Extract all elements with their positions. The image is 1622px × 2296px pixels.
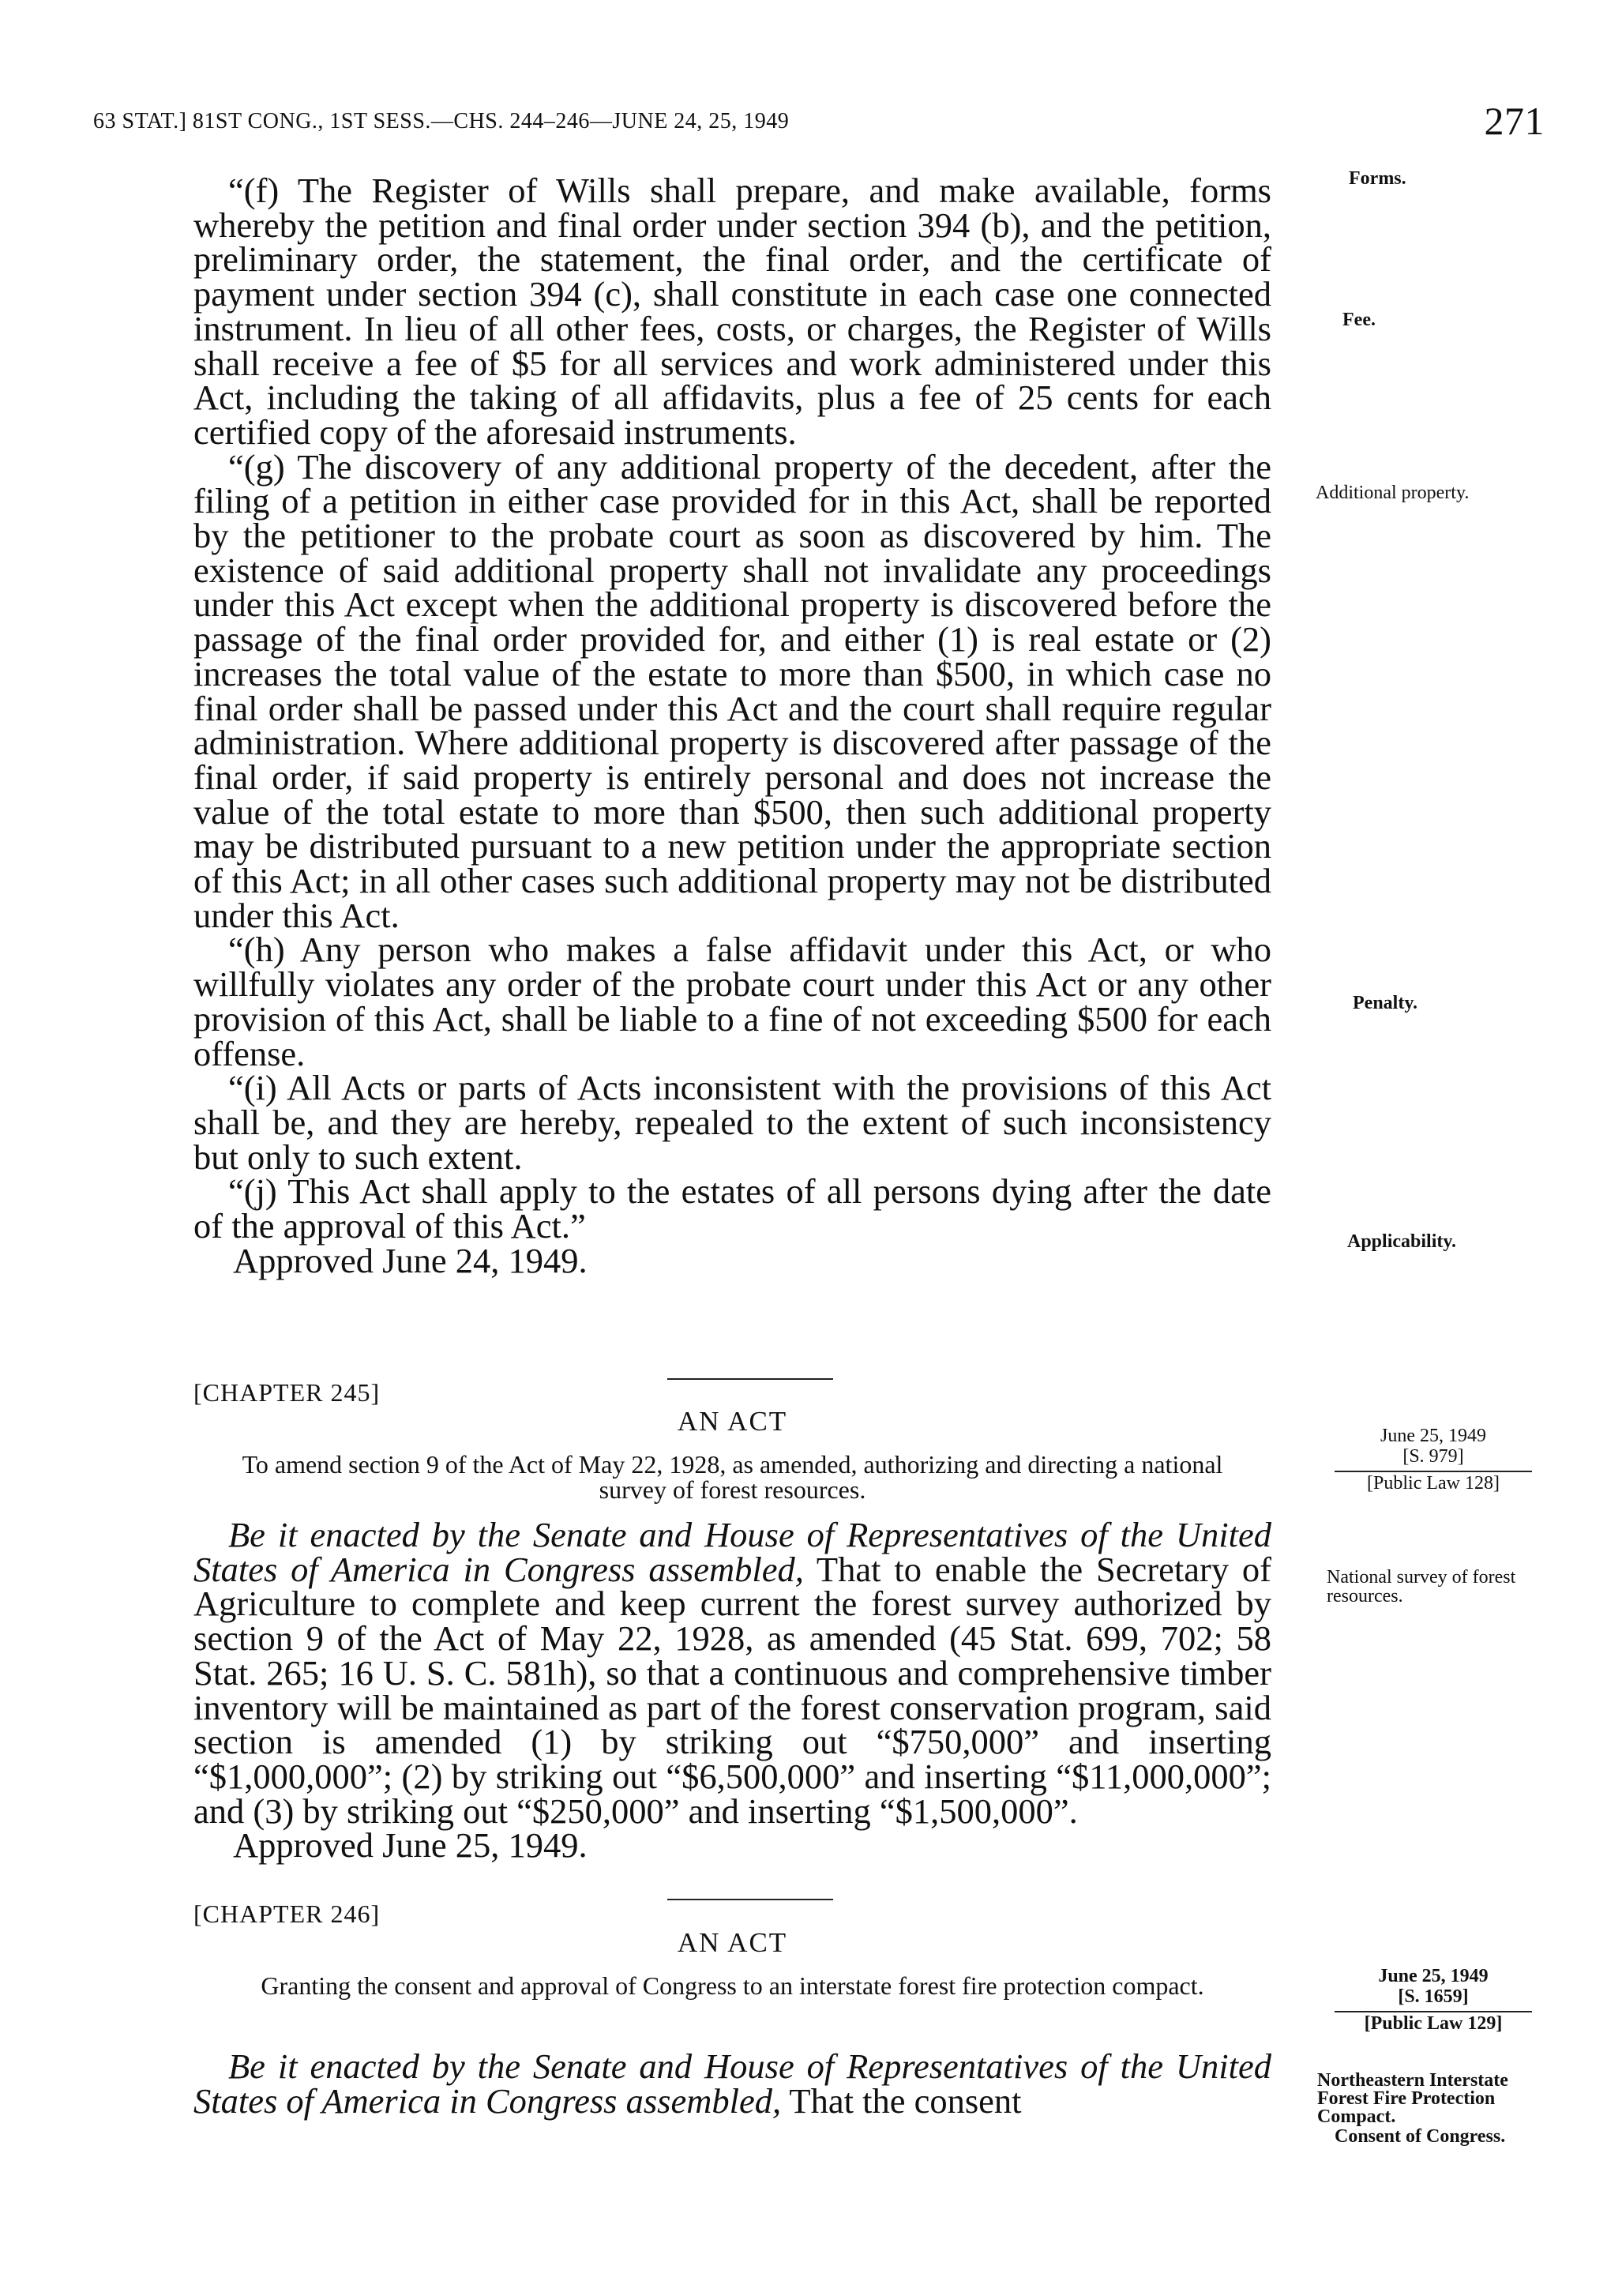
chapter-246-bill: [S. 1659] <box>1398 1986 1469 2007</box>
margin-note-applicability: Applicability. <box>1347 1231 1457 1252</box>
chapter-246-label: [CHAPTER 246] <box>193 1900 381 1928</box>
chapter-245-label: [CHAPTER 245] <box>193 1378 381 1407</box>
chapter-245-margin-rule <box>1335 1471 1532 1472</box>
chapter-245-public-law: [Public Law 128] <box>1367 1473 1500 1494</box>
margin-note-fee: Fee. <box>1342 310 1376 330</box>
chapter-245-bill: [S. 979] <box>1402 1446 1464 1467</box>
chapter-246-enacting-clause: Be it enacted by the Senate and House of Representatives of the United States of America in Congress assembled, <box>193 2046 1271 2121</box>
paragraph-f: “(f) The Register of Wills shall prepare, and make available, forms whereby the petition and final order under section 394 (b), and the petition, preliminary order, the statement, the final order, and the certificate of payment under section 394 (c), shall constitute in each case one connected instrument. In lieu of all other fees, costs, or charges, the Register of Wills shall receive a fee of $5 for all services and work administered under this Act, including the taking of all affidavits, plus a fee of 25 cents for each certified copy of the aforesaid instruments. <box>193 171 1271 452</box>
chapter-246-date: June 25, 1949 <box>1378 1966 1489 1986</box>
margin-note-penalty: Penalty. <box>1353 993 1417 1013</box>
margin-note-northeastern: Northeastern Interstate Forest Fire Protection Compact. <box>1317 2070 1508 2127</box>
chapter-246-public-law: [Public Law 129] <box>1364 2013 1503 2034</box>
chapter-246-rule <box>667 1899 833 1900</box>
chapter-246-an-act: AN ACT <box>677 1927 788 1958</box>
paragraph-j: “(j) This Act shall apply to the estates of all persons dying after the date of the approval of this Act.” <box>193 1171 1271 1246</box>
chapter-246-body <box>193 2046 1271 2121</box>
approval-date-2: Approved June 25, 1949. <box>233 1825 588 1866</box>
page-number: 271 <box>1484 99 1545 143</box>
chapter-245-date: June 25, 1949 <box>1380 1426 1486 1446</box>
margin-note-consent: Consent of Congress. <box>1335 2126 1506 2147</box>
chapter-245-body <box>193 1515 1272 1866</box>
approval-date-1: Approved June 24, 1949. <box>233 1240 588 1280</box>
header-citation: 63 STAT.] 81ST CONG., 1ST SESS.—CHS. 244–246—JUNE 24, 25, 1949 <box>93 109 790 133</box>
chapter-245-rule <box>667 1378 833 1380</box>
paragraph-h: “(h) Any person who makes a false affidavit under this Act, or who willfully violates any order of the probate court under this Act or any other provision of this Act, shall be liable to a fine of not exceeding $500 for each offense. <box>193 930 1271 1073</box>
chapter-246-margin-rule <box>1335 2011 1532 2012</box>
margin-note-forms: Forms. <box>1349 168 1406 189</box>
chapter-245-enacting-clause: Be it enacted by the Senate and House of Representatives of the United States of America in Congress assembled, <box>193 1515 1271 1589</box>
margin-note-additional-property: Additional property. <box>1316 483 1470 503</box>
chapter-245-text: That to enable the Secretary of Agriculture to complete and keep current the forest survey authorized by section 9 of the Act of May 22, 1928, as amended (45 Stat. 699, 702; 58 Stat. 265; 16 U. S. C. 581h), so that a continuous and comprehensive timber inventory will be maintained as part of the forest conservation program, said section is amended (1) by striking out “$750,000” and inserting “$1,000,000”; (2) by striking out “$6,500,000” and inserting “$11,000,000”; and (3) by striking out “$250,000” and inserting “$1,500,000”. <box>193 1549 1272 1831</box>
chapter-246-title: Granting the consent and approval of Congress to an interstate forest fire protection compact. <box>261 1971 1204 2000</box>
chapter-245-title: To amend section 9 of the Act of May 22, 1928, as amended, authorizing and directing a national survey of forest resources. <box>242 1450 1223 1504</box>
running-header <box>93 99 1545 143</box>
chapter-246-text: That the consent <box>789 2080 1022 2121</box>
margin-note-national-survey: National survey of forest resources. <box>1327 1567 1516 1606</box>
paragraph-i: “(i) All Acts or parts of Acts inconsistent with the provisions of this Act shall be, and they are hereby, repealed to the extent of such inconsistency but only to such extent. <box>193 1068 1271 1177</box>
section-text <box>193 171 1271 1280</box>
paragraph-g: “(g) The discovery of any additional property of the decedent, after the filing of a petition in either case provided for in this Act, shall be reported by the petitioner to the probate court as soon as discovered by him. The existence of said additional property shall not invalidate any proceedings under this Act except when the additional property is discovered before the passage of the final order provided for, and either (1) is real estate or (2) increases the total value of the estate to more than $500, in which case no final order shall be passed under this Act and the court shall require regular administration. Where additional property is discovered after passage of the final order, if said property is entirely personal and does not increase the value of the total estate to more than $500, then such additional property may be distributed pursuant to a new petition under the appropriate section of this Act; in all other cases such additional property may not be distributed under this Act. <box>193 446 1271 935</box>
chapter-245-an-act: AN ACT <box>677 1406 788 1437</box>
